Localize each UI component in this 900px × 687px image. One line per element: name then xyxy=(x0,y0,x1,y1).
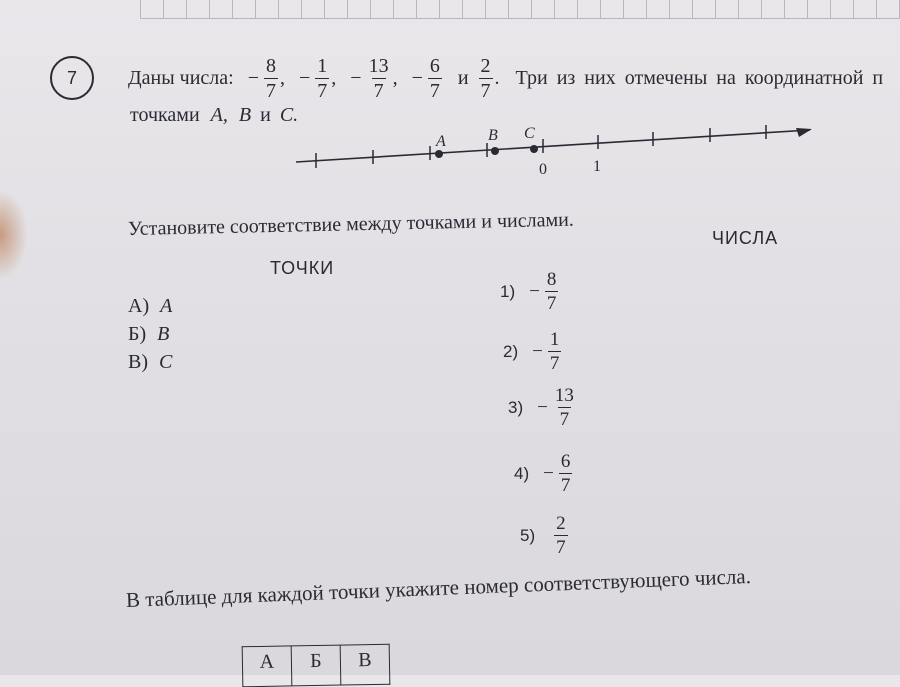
fraction-denominator: 7 xyxy=(559,409,570,430)
number-3-fraction xyxy=(367,56,391,101)
answer-table-header-c: В xyxy=(340,644,390,685)
separator: , xyxy=(280,67,285,89)
number-line xyxy=(290,118,830,188)
point-b-marker xyxy=(491,147,499,155)
fraction-denominator: 7 xyxy=(373,80,384,102)
answer-table-header-b: Б xyxy=(291,645,341,686)
instruction-text: Установите соответствие между точками и числами. xyxy=(127,208,575,240)
answer-table xyxy=(242,644,391,687)
tick-label-zero: 0 xyxy=(539,161,547,178)
option-label: 5) xyxy=(520,525,536,545)
number-3-sign: − xyxy=(350,67,362,89)
separator: , xyxy=(331,67,337,89)
point-c-marker xyxy=(530,145,538,153)
answer-instruction: В таблице для каждой точки укажите номер соответствующего числа. xyxy=(125,564,752,612)
option-fraction xyxy=(559,452,573,495)
separator: , xyxy=(392,67,398,89)
option-sign: − xyxy=(543,462,554,484)
point-item xyxy=(128,292,172,320)
point-item xyxy=(128,320,172,348)
fraction-numerator: 8 xyxy=(266,55,276,77)
option-item xyxy=(520,514,570,557)
number-5-fraction xyxy=(479,56,493,101)
numbers-header: ЧИСЛА xyxy=(712,228,779,248)
finger-shadow xyxy=(0,190,28,280)
task-statement-line2 xyxy=(130,104,298,127)
option-sign: − xyxy=(537,396,548,418)
number-2-sign: − xyxy=(299,67,311,89)
point-item-label: А) xyxy=(128,295,150,317)
fraction-numerator: 1 xyxy=(317,55,328,77)
answer-grid-strip xyxy=(140,0,900,19)
fraction-numerator: 6 xyxy=(429,55,440,77)
fraction-numerator: 1 xyxy=(549,329,560,350)
point-item-label: Б) xyxy=(128,323,147,345)
number-1-sign: − xyxy=(247,67,259,89)
tick-label-one: 1 xyxy=(593,158,601,175)
points-list xyxy=(128,292,172,376)
task-statement xyxy=(128,56,883,101)
option-label: 3) xyxy=(508,397,524,417)
fraction-denominator: 7 xyxy=(429,80,440,102)
task-intro: Даны числа: xyxy=(128,67,234,89)
point-item xyxy=(128,348,172,376)
point-a-label: A xyxy=(436,133,446,150)
option-fraction xyxy=(554,514,568,557)
number-4-fraction xyxy=(428,56,442,101)
fraction-denominator: 7 xyxy=(480,80,491,102)
number-2-fraction xyxy=(315,56,329,101)
option-item xyxy=(508,386,578,429)
task-statement-rest: Три из них отмечены на координатной п xyxy=(515,67,884,89)
point-a-ref: A, xyxy=(210,104,228,126)
fraction-numerator: 13 xyxy=(554,385,574,406)
number-1-fraction xyxy=(264,56,278,101)
point-item-name: A xyxy=(160,295,173,317)
option-item xyxy=(514,452,574,495)
point-item-name: B xyxy=(157,323,170,345)
point-c-ref: C. xyxy=(279,104,299,126)
option-item xyxy=(503,330,563,373)
option-fraction xyxy=(548,330,562,373)
number-line-arrow xyxy=(796,128,812,137)
and-word: и xyxy=(260,104,271,126)
fraction-denominator: 7 xyxy=(560,475,571,496)
option-label: 2) xyxy=(503,341,519,361)
and-word: и xyxy=(457,67,469,89)
option-item xyxy=(500,270,560,313)
task-number: 7 xyxy=(50,56,94,100)
option-fraction xyxy=(553,386,576,429)
fraction-numerator: 8 xyxy=(546,269,557,290)
points-header: ТОЧКИ xyxy=(270,258,335,278)
fraction-denominator: 7 xyxy=(546,293,557,314)
option-fraction xyxy=(545,270,559,313)
option-label: 1) xyxy=(500,281,516,301)
point-item-name: C xyxy=(159,351,173,373)
fraction-denominator: 7 xyxy=(549,353,560,374)
option-label: 4) xyxy=(514,463,530,483)
fraction-denominator: 7 xyxy=(266,80,276,102)
points-word: точками xyxy=(130,104,200,126)
point-b-ref: B xyxy=(238,104,252,126)
fraction-numerator: 2 xyxy=(556,513,566,534)
point-c-label: C xyxy=(524,125,535,142)
point-item-label: В) xyxy=(128,351,148,373)
number-4-sign: − xyxy=(411,67,423,89)
point-a-marker xyxy=(435,150,443,158)
separator: . xyxy=(494,67,500,89)
fraction-numerator: 6 xyxy=(560,451,571,472)
answer-table-header-a: А xyxy=(242,646,292,687)
option-sign: − xyxy=(532,340,543,362)
fraction-denominator: 7 xyxy=(556,537,566,558)
option-sign: − xyxy=(529,280,540,302)
fraction-numerator: 2 xyxy=(480,55,491,77)
point-b-label: B xyxy=(488,127,498,144)
fraction-numerator: 13 xyxy=(368,55,389,77)
fraction-denominator: 7 xyxy=(317,80,328,102)
